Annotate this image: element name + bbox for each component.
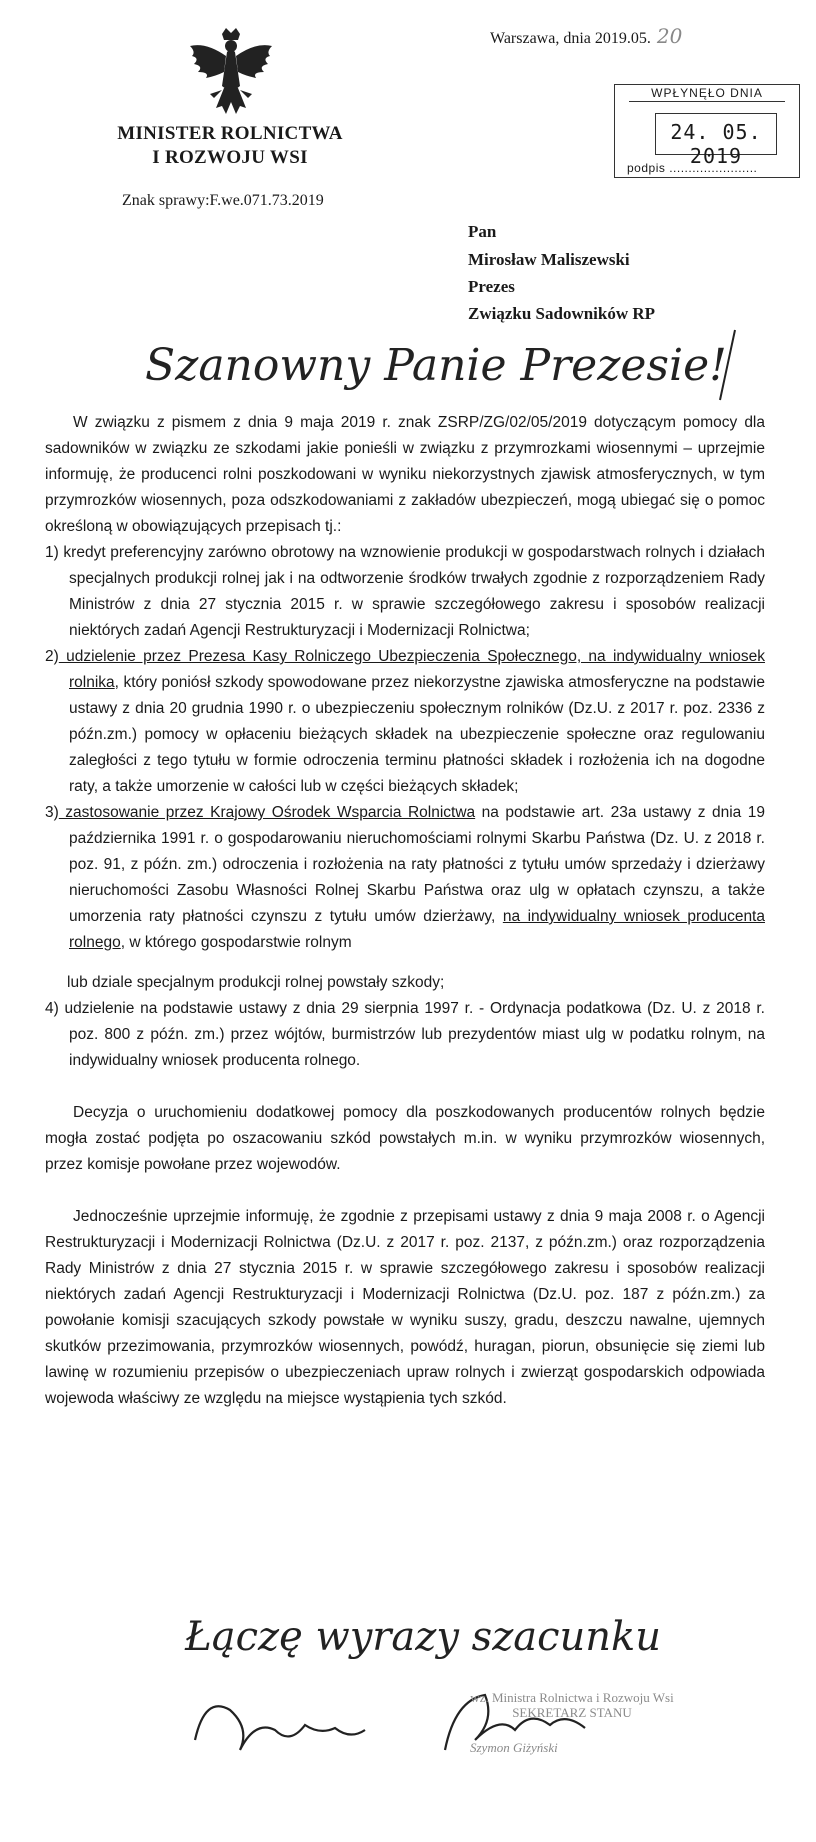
list-item-3-underlined: zastosowanie przez Krajowy Ośrodek Wsparcia Rolnictwa [58, 804, 476, 821]
ministry-line-2: I ROZWOJU WSI [152, 147, 308, 168]
handwritten-closing [155, 1600, 755, 1770]
stamp-date-box [655, 113, 777, 168]
list-item-2-underlined: udzielenie przez Prezesa Kasy Rolniczego Ubezpieczenia Społecznego, na indywidualny wniosek rolnika [58, 648, 765, 691]
stamp-date: 24. 05. 2019 [670, 120, 762, 168]
list-item-2-number: 2) [45, 648, 59, 665]
signatory-name: Szymon Giżyński [470, 1740, 558, 1755]
case-number: Znak sprawy:F.we.071.73.2019 [122, 192, 324, 209]
paragraph-3: Jednocześnie uprzejmie informuję, że zgodnie z przepisami ustawy z dnia 9 maja 2008 r. o Agencji Restrukturyzacji i Modernizacji Rolnictwa (Dz.U. z 2017 r. poz. 2137, z późn.zm.) oraz rozporządzenia Rady Ministrów z dnia 27 stycznia 2015 r. w sprawie szczegółowego zakresu i sposobów realizacji niektórych zadań Agencji Restrukturyzacji i Modernizacji Rolnictwa (Dz.U. poz. 187 z późn.zm.) za powołanie komisji szacujących szkody powstałe w wyniku suszy, gradu, deszczu nawalne, ujemnych skutków przezimowania, przymrozków wiosennych, powódź, huragan, piorun, obsunięcie się ziemi lub lawinę w rozumieniu przepisów o ubezpieczeniach upraw rolnych i zwierząt gospodarskich odpowiada wojewoda właściwy ze względu na miejsce wystąpienia tych szkód. [45, 1208, 765, 1407]
addressee-line-4: Związku Sadowników RP [468, 304, 656, 323]
closing-text: Łączę wyrazy szacunku [185, 1614, 662, 1660]
signature-stamp-line-2: SEKRETARZ STANU [512, 1705, 632, 1720]
addressee-line-1: Pan [468, 222, 497, 241]
salutation-text: Szanowny Panie Prezesie! [145, 340, 727, 391]
list-item-1: 1) kredyt preferencyjny zarówno obrotowy na wznowienie produkcji w gospodarstwach rolnych i działach specjalnych produkcji rolnej jak i na odtworzenie środków trwałych zgodnie z rozporządzeniem Rady Ministrów z dnia 27 stycznia 2015 r. w sprawie szczegółowego zakresu i sposobów realizacji niektórych zadań Agencji Restrukturyzacji i Modernizacji Rolnictwa; [45, 544, 765, 639]
salutation-handwritten [135, 320, 755, 410]
list-item-3-number: 3) [45, 804, 59, 821]
signature-stamp [432, 1690, 712, 1720]
signature-stamp-line-1: wz. Ministra Rolnictwa i Rozwoju Wsi [470, 1690, 674, 1705]
list-item-3-continuation: lub dziale specjalnym produkcji rolnej powstały szkody; [67, 974, 445, 991]
list-item-3-underlined-2: na indywidualny wniosek producenta rolnego [69, 908, 765, 951]
stamp-sign-label: podpis ....................... [627, 161, 758, 175]
paragraph-1: W związku z pismem z dnia 9 maja 2019 r. znak ZSRP/ZG/02/05/2019 dotyczącym pomocy dla sadowników w związku ze szkodami jakie ponieśli w związku z przymrozkami wiosennymi – uprzejmie informuję, że producenci rolni poszkodowani w wyniku niekorzystnych zjawisk atmosferycznych, w tym przymrozków wiosennych, poza odszkodowaniami z zakładów ubezpieczeń, mogą ubiegać się o pomoc określoną w obowiązujących przepisach tj.: [45, 414, 765, 535]
list-item-4: 4) udzielenie na podstawie ustawy z dnia 29 sierpnia 1997 r. - Ordynacja podatkowa (Dz. U. z 2018 r. poz. 800 z późn. zm.) przez wójtów, burmistrzów lub prezydentów miast ulg w podatku rolnym, na indywidualny wniosek producenta rolnego. [45, 1000, 765, 1069]
addressee-line-3: Prezes [468, 277, 515, 296]
received-stamp [614, 84, 800, 178]
eagle-emblem-icon [186, 28, 276, 116]
stamp-title: WPŁYNĘŁO DNIA [629, 85, 785, 102]
list-item-3 [45, 800, 765, 956]
date-printed: Warszawa, dnia 2019.05. [490, 30, 651, 47]
letter-body [45, 410, 765, 1412]
date-handwritten: 20 [656, 24, 683, 48]
list-item-2 [45, 644, 765, 800]
date-line [490, 24, 682, 48]
list-item-3-text: na podstawie art. 23a ustawy z dnia 19 października 1991 r. o gospodarowaniu nieruchomościami rolnymi Skarbu Państwa (Dz. U. z 2018 r. poz. 91, z późn. zm.) odroczenia i rozłożenia na raty płatności z tytułu umów sprzedaży i dzierżawy nieruchomości Zasobu Własności Rolnej Skarbu Państwa oraz ulg w opłatach czynszu, a także umorzenia raty płatności czynszu z tytułu umów dzierżawy, [69, 804, 766, 925]
ministry-line-1: MINISTER ROLNICTWA [117, 123, 343, 144]
ministry-name [105, 122, 355, 170]
paragraph-2: Decyzja o uruchomieniu dodatkowej pomocy dla poszkodowanych producentów rolnych będzie mogła zostać podjęta po oszacowaniu szkód powstałych m.in. w wyniku przymrozków wiosennych, przez komisje powołane przez wojewodów. [45, 1104, 765, 1173]
list-item-2-text: , który poniósł szkody spowodowane przez niekorzystne zjawiska atmosferyczne na podstawie ustawy z dnia 20 grudnia 1990 r. o ubezpieczeniu społecznym rolników (Dz.U. z 2017 r. poz. 2336 z późn.zm.) pomocy w opłaceniu bieżących składek na ubezpieczenie społeczne oraz regulowaniu zaległości z tego tytułu w formie odroczenia terminu płatności składek i rozłożenia ich na dogodne raty, a także umorzenie w całości lub w części bieżących składek; [69, 674, 765, 795]
list-item-3-end: , w którego gospodarstwie rolnym [120, 934, 352, 951]
addressee-line-2: Mirosław Maliszewski [468, 250, 630, 269]
